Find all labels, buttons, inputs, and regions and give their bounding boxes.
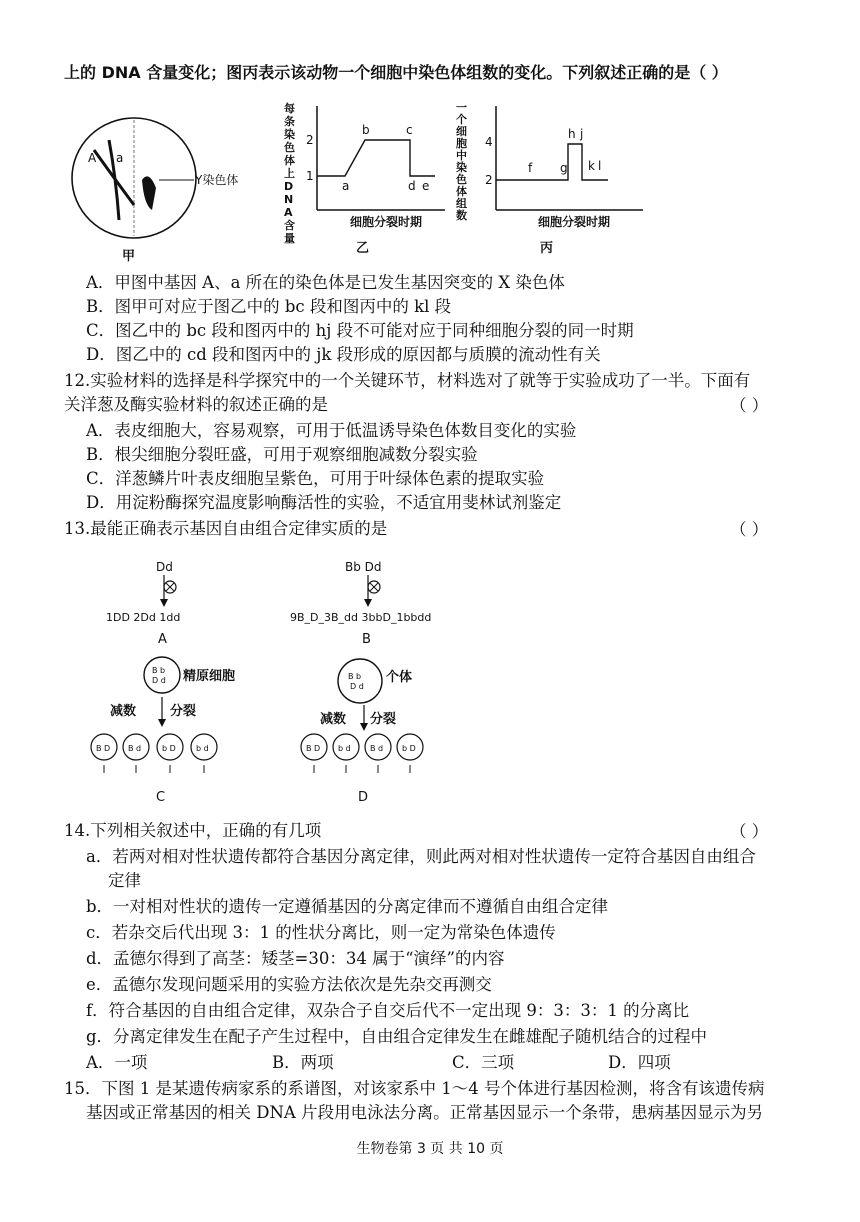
c-parent-cell: [144, 657, 180, 693]
svg-text:D: D: [358, 790, 369, 805]
svg-text:k: k: [588, 159, 595, 173]
q12-option-a: A．表皮细胞大，容易观察，可用于低温诱导染色体数目变化的实验: [86, 421, 577, 440]
q15-stem-line1: 15．下图 1 是某遗传病家系的系谱图，对该家系中 1～4 号个体进行基因检测，将含有该遗传病: [64, 1079, 765, 1098]
dna-content-line: [317, 140, 435, 176]
svg-text:c: c: [406, 123, 413, 137]
svg-text:l: l: [598, 159, 602, 173]
q12-option-b: B．根尖细胞分裂旺盛，可用于观察细胞减数分裂实验: [86, 445, 478, 464]
q14-item-g: g．分离定律发生在配子产生过程中，自由组合定律发生在雌雄配子随机结合的过程中: [86, 1027, 708, 1046]
svg-text:B d: B d: [128, 744, 142, 753]
q15-stem-line2: 基因或正常基因的相关 DNA 片段用电泳法分离。正常基因显示一个条带，患病基因显示为另: [86, 1103, 764, 1122]
figure-bing-ylabel: 一个细胞中染色体组数: [456, 101, 467, 222]
figure-bing: [458, 100, 648, 260]
q11-stem-continuation: 上的 DNA 含量变化；图丙表示该动物一个细胞中染色体组数的变化。下列叙述正确的是（ ）: [64, 63, 728, 82]
svg-text:B: B: [362, 632, 371, 647]
q14-item-b: b．一对相对性状的遗传一定遵循基因的分离定律而不遵循自由组合定律: [86, 897, 609, 916]
gene-label-A: A: [88, 151, 97, 165]
svg-text:个体: 个体: [386, 670, 413, 685]
svg-text:f: f: [528, 161, 533, 175]
figure-yi-ylabel: 每条染色体上DNA含量: [284, 102, 295, 245]
svg-text:B b: B b: [348, 672, 362, 681]
svg-text:D d: D d: [152, 676, 166, 685]
chromosome-y: [142, 176, 156, 210]
svg-text:Dd: Dd: [156, 560, 173, 574]
q11-option-d: D．图乙中的 cd 段和图丙中的 jk 段形成的原因都与质膜的流动性有关: [86, 345, 601, 364]
svg-text:j: j: [580, 127, 584, 141]
d-parent-cell: [338, 659, 382, 703]
figure-jia: [64, 110, 264, 265]
q14-stem: 14.下列相关叙述中，正确的有几项: [64, 821, 322, 840]
svg-text:b D: b D: [162, 744, 176, 753]
q12-option-c: C．洋葱鳞片叶表皮细胞呈紫色，可用于叶绿体色素的提取实验: [86, 469, 545, 488]
svg-text:b: b: [362, 123, 370, 137]
svg-text:C: C: [156, 790, 166, 805]
svg-text:减数: 减数: [110, 704, 137, 719]
svg-text:4: 4: [485, 135, 493, 149]
svg-text:Bb Dd: Bb Dd: [345, 560, 382, 574]
svg-text:b d: b d: [338, 744, 351, 753]
q11-option-a: A．甲图中基因 A、a 所在的染色体是已发生基因突变的 X 染色体: [86, 273, 565, 292]
q12-option-d: D．用淀粉酶探究温度影响酶活性的实验，不适宜用斐林试剂鉴定: [86, 493, 562, 512]
svg-text:d: d: [408, 179, 416, 193]
svg-text:分裂: 分裂: [170, 704, 197, 719]
q14-choice-d: D．四项: [608, 1053, 671, 1072]
q11-option-c: C．图乙中的 bc 段和图丙中的 hj 段不可能对应于同种细胞分裂的同一时期: [86, 321, 634, 340]
q12-stem-line2: 关洋葱及酶实验材料的叙述正确的是: [64, 395, 328, 414]
svg-text:分裂: 分裂: [370, 712, 397, 727]
svg-text:g: g: [560, 161, 568, 175]
svg-text:B d: B d: [370, 744, 384, 753]
q14-item-a-cont: 定律: [108, 871, 141, 890]
svg-text:1DD 2Dd 1dd: 1DD 2Dd 1dd: [106, 611, 181, 624]
svg-text:减数: 减数: [320, 712, 347, 727]
q14-answer-paren: （ ）: [730, 822, 769, 841]
figure-yi-caption: 乙: [356, 241, 370, 256]
svg-text:D d: D d: [350, 682, 364, 691]
q14-item-d: d．孟德尔得到了高茎：矮茎=30：34 属于“演绎”的内容: [86, 949, 505, 968]
page-footer: 生物卷第 3 页 共 10 页: [356, 1141, 504, 1157]
svg-text:2: 2: [485, 173, 493, 187]
q12-answer-paren: （ ）: [730, 396, 769, 415]
q14-choice-a: A．一项: [86, 1053, 148, 1072]
q13-stem: 13.最能正确表示基因自由组合定律实质的是: [64, 519, 388, 538]
q14-item-f: f．符合基因的自由组合定律，双杂合子自交后代不一定出现 9：3：3：1 的分离比: [86, 1001, 690, 1020]
q13-figure-cd: [88, 655, 448, 810]
y-chromosome-label: Y染色体: [195, 173, 239, 187]
svg-text:b d: b d: [196, 744, 209, 753]
svg-text:A: A: [158, 632, 167, 647]
q12-stem-line1: 12.实验材料的选择是科学探究中的一个关键环节，材料选对了就等于实验成功了一半。下面有: [64, 371, 751, 390]
svg-text:h: h: [568, 127, 576, 141]
svg-text:b D: b D: [402, 744, 416, 753]
q14-item-e: e．孟德尔发现问题采用的实验方法依次是先杂交再测交: [86, 975, 492, 994]
figure-jia-caption: 甲: [122, 249, 136, 264]
svg-text:B b: B b: [152, 666, 166, 675]
svg-text:细胞分裂时期: 细胞分裂时期: [538, 215, 611, 229]
svg-text:e: e: [422, 179, 430, 193]
q14-choice-c: C．三项: [452, 1053, 515, 1072]
q13-answer-paren: （ ）: [730, 520, 769, 539]
svg-text:a: a: [342, 179, 350, 193]
q13-figure-ab: [90, 555, 470, 650]
svg-text:B D: B D: [306, 744, 321, 753]
svg-text:2: 2: [306, 133, 314, 147]
figure-bing-caption: 丙: [540, 241, 554, 256]
chromosome-x: [94, 140, 134, 220]
svg-text:1: 1: [306, 169, 314, 183]
svg-text:9B_D_3B_dd 3bbD_1bbdd: 9B_D_3B_dd 3bbD_1bbdd: [290, 611, 432, 624]
q11-option-b: B．图甲可对应于图乙中的 bc 段和图丙中的 kl 段: [86, 297, 452, 316]
svg-text:精原细胞: 精原细胞: [183, 669, 236, 684]
q14-choice-b: B．两项: [272, 1053, 334, 1072]
gene-label-a: a: [116, 151, 124, 165]
svg-text:B D: B D: [96, 744, 111, 753]
svg-text:细胞分裂时期: 细胞分裂时期: [350, 215, 423, 229]
q14-item-a: a．若两对相对性状遗传都符合基因分离定律，则此两对相对性状遗传一定符合基因自由组合: [86, 847, 756, 866]
q14-item-c: c．若杂交后代出现 3：1 的性状分离比，则一定为常染色体遗传: [86, 923, 556, 942]
